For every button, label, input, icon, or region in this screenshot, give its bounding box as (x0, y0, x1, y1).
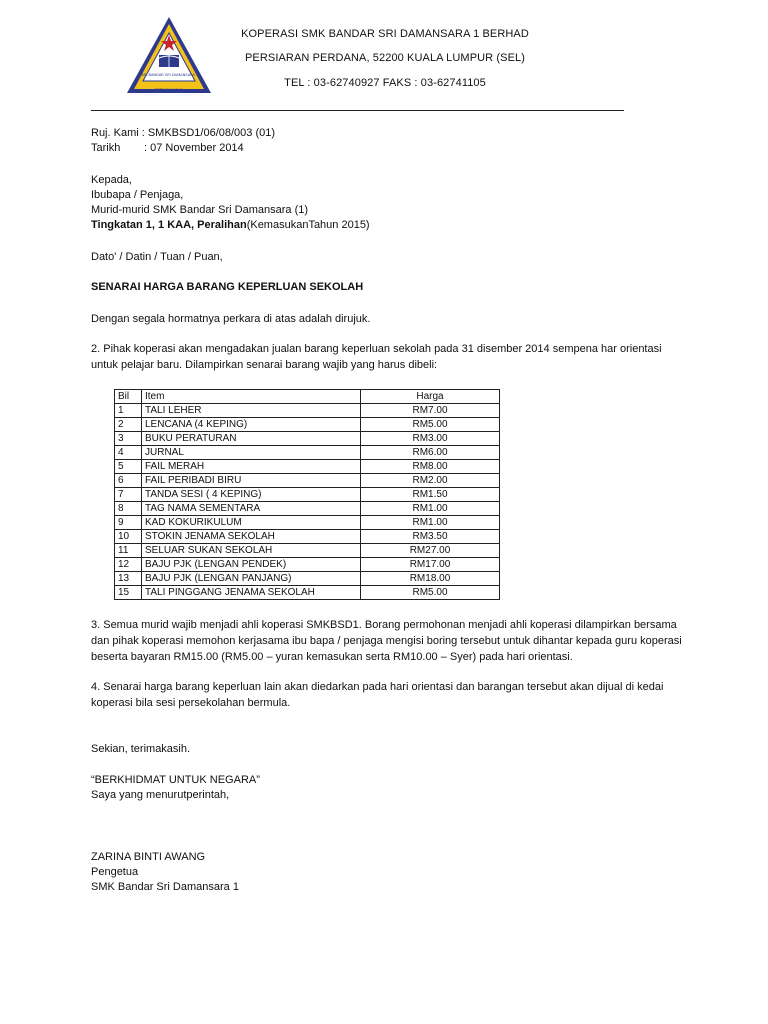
cell-harga: RM2.00 (361, 474, 500, 488)
col-header-bil: Bil (115, 390, 142, 404)
cell-bil: 1 (115, 404, 142, 418)
cell-bil: 9 (115, 516, 142, 530)
cell-harga: RM27.00 (361, 544, 500, 558)
table-row (115, 502, 500, 516)
cell-item: BAJU PJK (LENGAN PANJANG) (142, 572, 361, 586)
cell-item: TANDA SESI ( 4 KEPING) (142, 488, 361, 502)
recipient-intake: (KemasukanTahun 2015) (246, 219, 370, 231)
table-row (115, 418, 500, 432)
org-contact: TEL : 03-62740927 FAKS : 03-62741105 (284, 77, 486, 89)
paragraph-2: 2. Pihak koperasi akan mengadakan jualan barang keperluan sekolah pada 31 disember 2014 sempena har orientasi untuk pelajar baru. Dilampirkan senarai barang wajib yang harus dibeli: (91, 343, 662, 371)
table-row (115, 432, 500, 446)
table-row (115, 586, 500, 600)
table-row (115, 474, 500, 488)
org-name: KOPERASI SMK BANDAR SRI DAMANSARA 1 BERHAD (241, 28, 529, 40)
cell-harga: RM1.50 (361, 488, 500, 502)
cell-bil: 12 (115, 558, 142, 572)
org-address: PERSIARAN PERDANA, 52200 KUALA LUMPUR (SEL) (244, 52, 525, 64)
cell-item: TAG NAMA SEMENTARA (142, 502, 361, 516)
cell-harga: RM5.00 (361, 418, 500, 432)
cell-harga: RM6.00 (361, 446, 500, 460)
cell-harga: RM17.00 (361, 558, 500, 572)
cell-harga: RM1.00 (361, 516, 500, 530)
table-row (115, 446, 500, 460)
cell-item: STOKIN JENAMA SEKOLAH (142, 530, 361, 544)
cell-bil: 15 (115, 586, 142, 600)
cell-harga: RM5.00 (361, 586, 500, 600)
recipient-parents: Ibubapa / Penjaga, (91, 189, 184, 201)
cell-harga: RM18.00 (361, 572, 500, 586)
table-row (115, 558, 500, 572)
table-header-row (115, 390, 500, 404)
price-table (114, 389, 500, 600)
cell-bil: 13 (115, 572, 142, 586)
cell-item: BAJU PJK (LENGAN PENDEK) (142, 558, 361, 572)
closing-motto: “BERKHIDMAT UNTUK NEGARA” (91, 774, 260, 786)
cell-bil: 8 (115, 502, 142, 516)
cell-item: FAIL MERAH (142, 460, 361, 474)
recipient-kepada: Kepada, (91, 174, 132, 186)
closing-obedient: Saya yang menurutperintah, (91, 789, 230, 801)
recipient-form (91, 218, 370, 232)
paragraph-3: 3. Semua murid wajib menjadi ahli koperasi SMKBSD1. Borang permohonan menjadi ahli koperasi dilampirkan bersama dan pihak koperasi memohon kerjasama ibu bapa / penjaga mengisi boring tersebut untuk dihantar kepada guru koperasi beserta bayaran RM15.00 (RM5.00 – yuran kemasukan serta RM10.00 – Syer) pada hari orientasi. (91, 619, 682, 663)
cell-harga: RM3.00 (361, 432, 500, 446)
cell-item: FAIL PERIBADI BIRU (142, 474, 361, 488)
cell-item: TALI PINGGANG JENAMA SEKOLAH (142, 586, 361, 600)
cell-bil: 4 (115, 446, 142, 460)
svg-text:SMK BANDAR SRI DAMANSARA 1: SMK BANDAR SRI DAMANSARA 1 (139, 73, 199, 77)
cell-bil: 2 (115, 418, 142, 432)
signatory-school: SMK Bandar Sri Damansara 1 (91, 881, 239, 893)
salutation: Dato' / Datin / Tuan / Puan, (91, 251, 223, 263)
signatory-title: Pengetua (91, 866, 139, 878)
cell-bil: 7 (115, 488, 142, 502)
recipient-form-bold: Tingkatan 1, 1 KAA, Peralihan (91, 219, 247, 231)
table-row (115, 572, 500, 586)
cell-bil: 5 (115, 460, 142, 474)
date-line (91, 141, 391, 155)
cell-harga: RM3.50 (361, 530, 500, 544)
cell-harga: RM1.00 (361, 502, 500, 516)
cell-item: SELUAR SUKAN SEKOLAH (142, 544, 361, 558)
recipient-students: Murid-murid SMK Bandar Sri Damansara (1) (91, 204, 309, 216)
cell-item: BUKU PERATURAN (142, 432, 361, 446)
svg-text:BERWAWASAN: BERWAWASAN (154, 88, 184, 93)
table-row (115, 404, 500, 418)
closing-thanks: Sekian, terimakasih. (91, 743, 191, 755)
cell-item: KAD KOKURIKULUM (142, 516, 361, 530)
cell-bil: 11 (115, 544, 142, 558)
table-row (115, 460, 500, 474)
cell-item: JURNAL (142, 446, 361, 460)
cell-bil: 10 (115, 530, 142, 544)
table-row (115, 530, 500, 544)
reference-number: Ruj. Kami : SMKBSD1/06/08/003 (01) (91, 127, 276, 139)
col-header-harga: Harga (361, 390, 500, 404)
cell-harga: RM8.00 (361, 460, 500, 474)
paragraph-4: 4. Senarai harga barang keperluan lain akan diedarkan pada hari orientasi dan barangan tersebut akan dijual di kedai koperasi bila sesi persekolahan bermula. (91, 681, 664, 709)
paragraph-1: Dengan segala hormatnya perkara di atas adalah dirujuk. (91, 313, 371, 325)
table-row (115, 488, 500, 502)
col-header-item: Item (142, 390, 361, 404)
date-value: : 07 November 2014 (144, 142, 244, 154)
signatory-name: ZARINA BINTI AWANG (91, 851, 206, 863)
table-row (115, 516, 500, 530)
cell-bil: 3 (115, 432, 142, 446)
date-label: Tarikh (91, 142, 121, 154)
cell-bil: 6 (115, 474, 142, 488)
letter-subject: SENARAI HARGA BARANG KEPERLUAN SEKOLAH (91, 281, 364, 293)
cell-item: TALI LEHER (142, 404, 361, 418)
header-divider (91, 110, 624, 111)
cell-harga: RM7.00 (361, 404, 500, 418)
table-body (115, 404, 500, 600)
cell-item: LENCANA (4 KEPING) (142, 418, 361, 432)
table-row (115, 544, 500, 558)
